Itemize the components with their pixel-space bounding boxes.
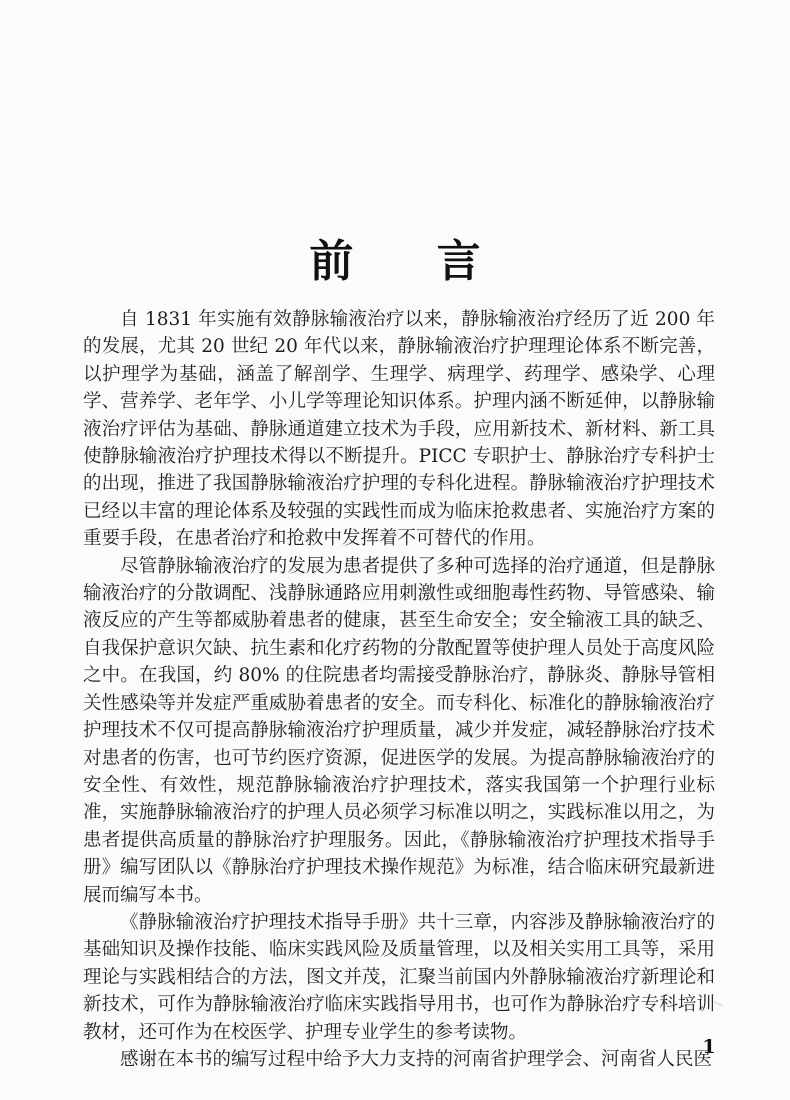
paragraph-2: 尽管静脉输液治疗的发展为患者提供了多种可选择的治疗通道，但是静脉输液治疗的分散调配、浅静脉通路应用刺激性或细胞毒性药物、导管感染、输液反应的产生等都威胁着患者的健康，甚至生命安全；安全输液工具的缺乏、自我保护意识欠缺、抗生素和化疗药物的分散配置等使护理人员处于高度风险之中。在我国，约 80% 的住院患者均需接受静脉治疗，静脉炎、静脉导管相关性感染等并发症严重威胁着患者的安全。而专科化、标准化的静脉输液治疗护理技术不仅可提高静脉输液治疗护理质量，减少并发症，减轻静脉治疗技术对患者的伤害，也可节约医疗资源，促进医学的发展。为提高静脉输液治疗的安全性、有效性，规范静脉输液治疗护理技术，落实我国第一个护理行业标准，实施静脉输液治疗的护理人员必须学习标准以明之，实践标准以用之，为患者提供高质量的静脉治疗护理服务。因此，《静脉输液治疗护理技术指导手册》编写团队以《静脉治疗护理技术操作规范》为标准，结合临床研究最新进展而编写本书。 — [83, 555, 715, 906]
page-title: 前 言 — [309, 236, 515, 288]
page-number: 1 — [702, 1036, 716, 1058]
paragraph-3: 《静脉输液治疗护理技术指导手册》共十三章，内容涉及静脉输液治疗的基础知识及操作技能、临床实践风险及质量管理，以及相关实用工具等，采用理论与实践相结合的方法，图文并茂，汇聚当前国内外静脉输液治疗新理论和新技术，可作为静脉输液治疗临床实践指导用书，也可作为静脉治疗专科培训教材，还可作为在校医学、护理专业学生的参考读物。 — [83, 911, 715, 1043]
paragraph-1: 自 1831 年实施有效静脉输液治疗以来，静脉输液治疗经历了近 200 年的发展，尤其 20 世纪 20 年代以来，静脉输液治疗护理理论体系不断完善，以护理学为基础，涵盖了解剖学、生理学、病理学、药理学、感染学、心理学、营养学、老年学、小儿学等理论知识体系。护理内涵不断延伸，以静脉输液治疗评估为基础、静脉通道建立技术为手段，应用新技术、新材料、新工具使静脉输液治疗护理技术得以不断提升。PICC 专职护士、静脉治疗专科护士的出现，推进了我国静脉输液治疗护理的专科化进程。静脉输液治疗护理技术已经以丰富的理论体系及较强的实践性而成为临床抢救患者、实施治疗方案的重要手段，在患者治疗和抢救中发挥着不可替代的作用。 — [83, 309, 715, 550]
preface-body — [83, 306, 715, 1073]
paragraph-4: 感谢在本书的编写过程中给予大力支持的河南省护理学会、河南省人民医 — [120, 1048, 713, 1070]
